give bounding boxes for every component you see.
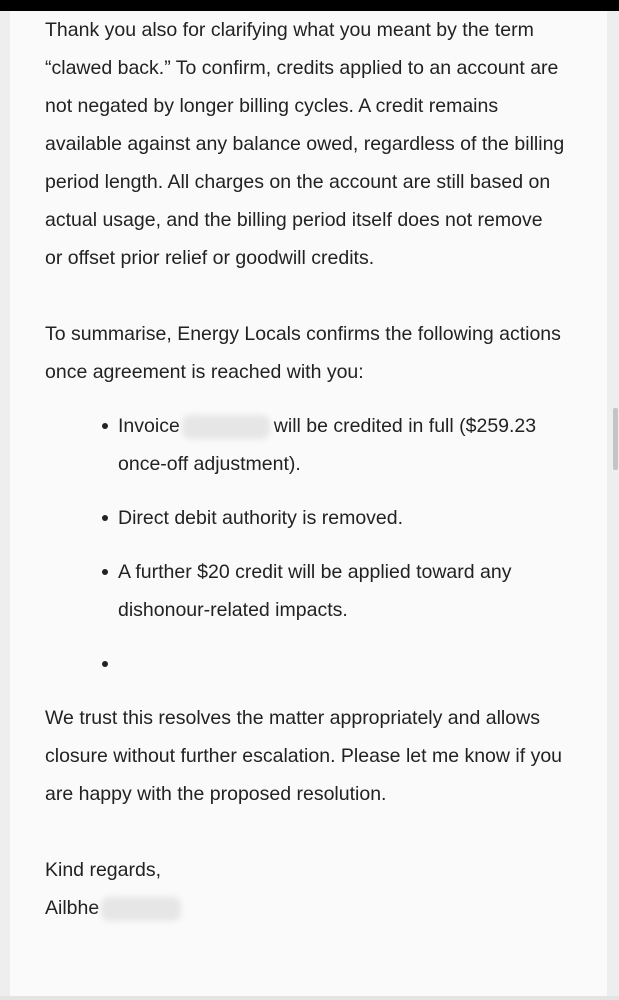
invoice-credit-text: will be credited in full ($259.23 once-off adjustment). xyxy=(118,415,537,475)
invoice-prefix-text: Invoice xyxy=(118,415,180,437)
redacted-surname xyxy=(101,897,181,921)
list-item xyxy=(118,407,565,483)
list-item: Direct debit authority is removed. xyxy=(118,499,565,537)
status-bar xyxy=(0,0,619,11)
clarification-paragraph: Thank you also for clarifying what you meant by the term “clawed back.” To confirm, credits applied to an account are not negated by longer billing cycles. A credit remains available against any balance owed, regardless of the billing period length. All charges on the account are still based on actual usage, and the billing period itself does not remove or offset prior relief or goodwill credits. xyxy=(45,19,565,269)
actions-list xyxy=(45,407,565,683)
empty-list-item xyxy=(118,645,565,683)
sender-name: Ailbhe xyxy=(45,897,100,919)
email-body xyxy=(45,11,565,927)
scrollbar-thumb[interactable] xyxy=(613,408,618,470)
signature xyxy=(45,889,565,927)
summary-intro-paragraph: To summarise, Energy Locals confirms the following actions once agreement is reached with you: xyxy=(45,323,561,383)
signoff-greeting: Kind regards, xyxy=(45,859,161,881)
list-item: A further $20 credit will be applied toward any dishonour-related impacts. xyxy=(118,553,565,629)
closing-paragraph: We trust this resolves the matter appropriately and allows closure without further escalation. Please let me know if you are happy with the proposed resolution. xyxy=(45,707,563,805)
redacted-invoice-number xyxy=(182,415,270,439)
bottom-edge xyxy=(0,996,619,1000)
